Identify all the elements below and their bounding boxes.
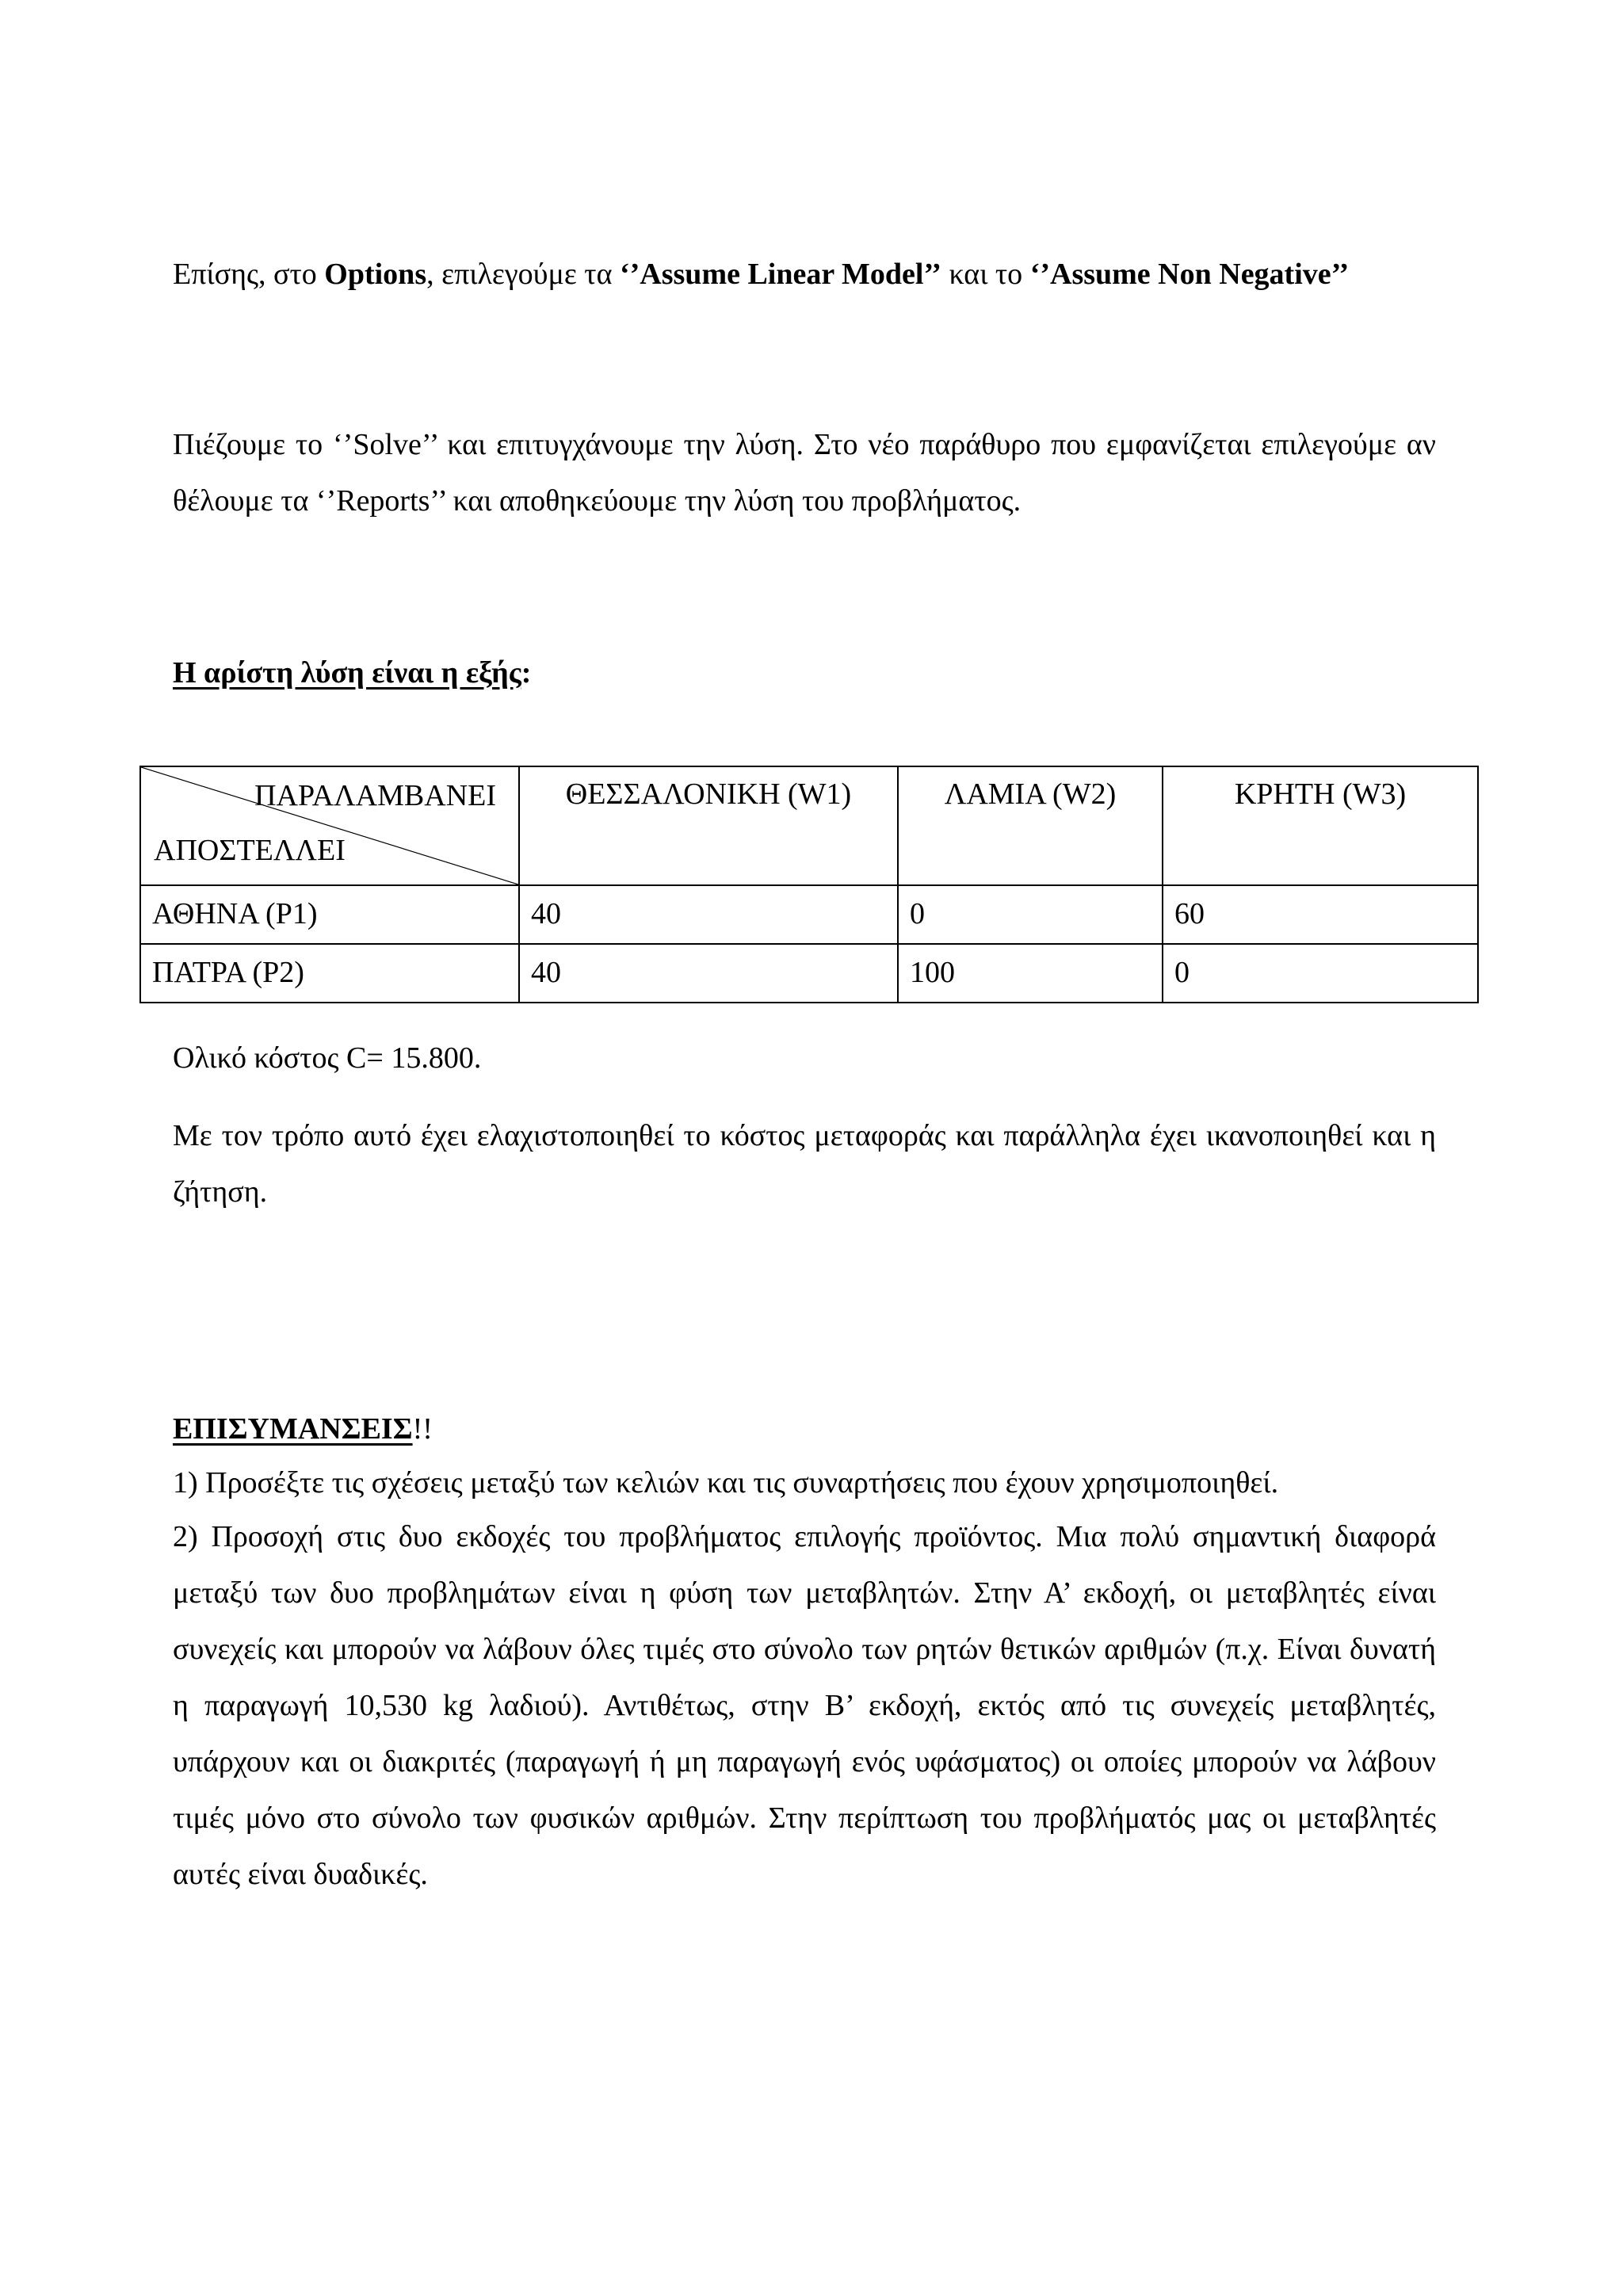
text-run: , επιλεγούμε τα [426, 258, 620, 291]
text-run: Επίσης, στο [173, 258, 325, 291]
table-cell: 0 [898, 885, 1163, 944]
column-header-w3: ΚΡΗΤΗ (W3) [1163, 766, 1478, 885]
text-run: και το [941, 258, 1030, 291]
table-row [140, 944, 1478, 1003]
corner-cell [140, 766, 519, 885]
heading-colon: : [521, 656, 532, 690]
receiver-label: ΠΑΡΑΛΑΜΒΑΝΕΙ [254, 779, 496, 812]
column-header-w2: ΛΑΜΙΑ (W2) [898, 766, 1163, 885]
heading-text: ΕΠΙΣΥΜΑΝΣΕΙΣ [173, 1412, 413, 1446]
solve-paragraph: Πιέζουμε το ‘’Solve’’ και επιτυγχάνουμε την λύση. Στο νέο παράθυρο που εμφανίζεται επιλεγούμε αν θέλουμε τα ‘’Reports’’ και αποθηκεύουμε την λύση του προβλήματος. [173, 428, 1436, 518]
row-label-p1: ΑΘΗΝΑ (P1) [140, 885, 519, 944]
table-cell: 40 [519, 885, 898, 944]
conclusion-paragraph: Με τον τρόπο αυτό έχει ελαχιστοποιηθεί το κόστος μεταφοράς και παράλληλα έχει ικανοποιηθεί και η ζήτηση. [173, 1119, 1436, 1209]
total-cost-line: Ολικό κόστος C= 15.800. [173, 1041, 482, 1075]
table-cell: 0 [1163, 944, 1478, 1003]
assume-non-negative-term: ‘’Assume Non Negative’’ [1029, 258, 1350, 291]
note-2: 2) Προσοχή στις δυο εκδοχές του προβλήματος επιλογής προϊόντος. Μια πολύ σημαντική διαφορά μεταξύ των δυο προβλημάτων είναι η φύση των μεταβλητών. Στην Α’ εκδοχή, οι μεταβλητές είναι συνεχείς και μπορούν να λάβουν όλες τιμές στο σύνολο των ρητών θετικών αριθμών (π.χ. Είναι δυνατή η παραγωγή 10,530 kg λαδιού). Αντιθέτως, στην Β’ εκδοχή, εκτός από τις συνεχείς μεταβλητές, υπάρχουν και οι διακριτές (παραγωγή ή μη παραγωγή ενός υφάσματος) οι οποίες μπορούν να λάβουν τιμές μόνο στο σύνολο των φυσικών αριθμών. Στην περίπτωση του προβλήματός μας οι μεταβλητές αυτές είναι δυαδικές. [173, 1520, 1436, 1891]
options-term: Options [324, 258, 427, 291]
heading-exclamation: !! [412, 1412, 433, 1446]
solution-table [139, 766, 1479, 1003]
heading-text: Η αρίστη λύση είναι η εξής [173, 656, 521, 690]
optimal-solution-heading [173, 645, 531, 701]
column-header-w1: ΘΕΣΣΑΛΟΝΙΚΗ (W1) [519, 766, 898, 885]
options-paragraph [173, 246, 1436, 303]
notes-heading [173, 1401, 433, 1457]
assume-linear-model-term: ‘’Assume Linear Model’’ [619, 258, 941, 291]
table-header-row [140, 766, 1478, 885]
row-label-p2: ΠΑΤΡΑ (P2) [140, 944, 519, 1003]
table-cell: 100 [898, 944, 1163, 1003]
table-cell: 60 [1163, 885, 1478, 944]
note-1: 1) Προσέξτε τις σχέσεις μεταξύ των κελιών και τις συναρτήσεις που έχουν χρησιμοποιηθεί. [173, 1466, 1279, 1499]
table-row [140, 885, 1478, 944]
table-cell: 40 [519, 944, 898, 1003]
sender-label: ΑΠΟΣΤΕΛΛΕΙ [154, 834, 346, 867]
